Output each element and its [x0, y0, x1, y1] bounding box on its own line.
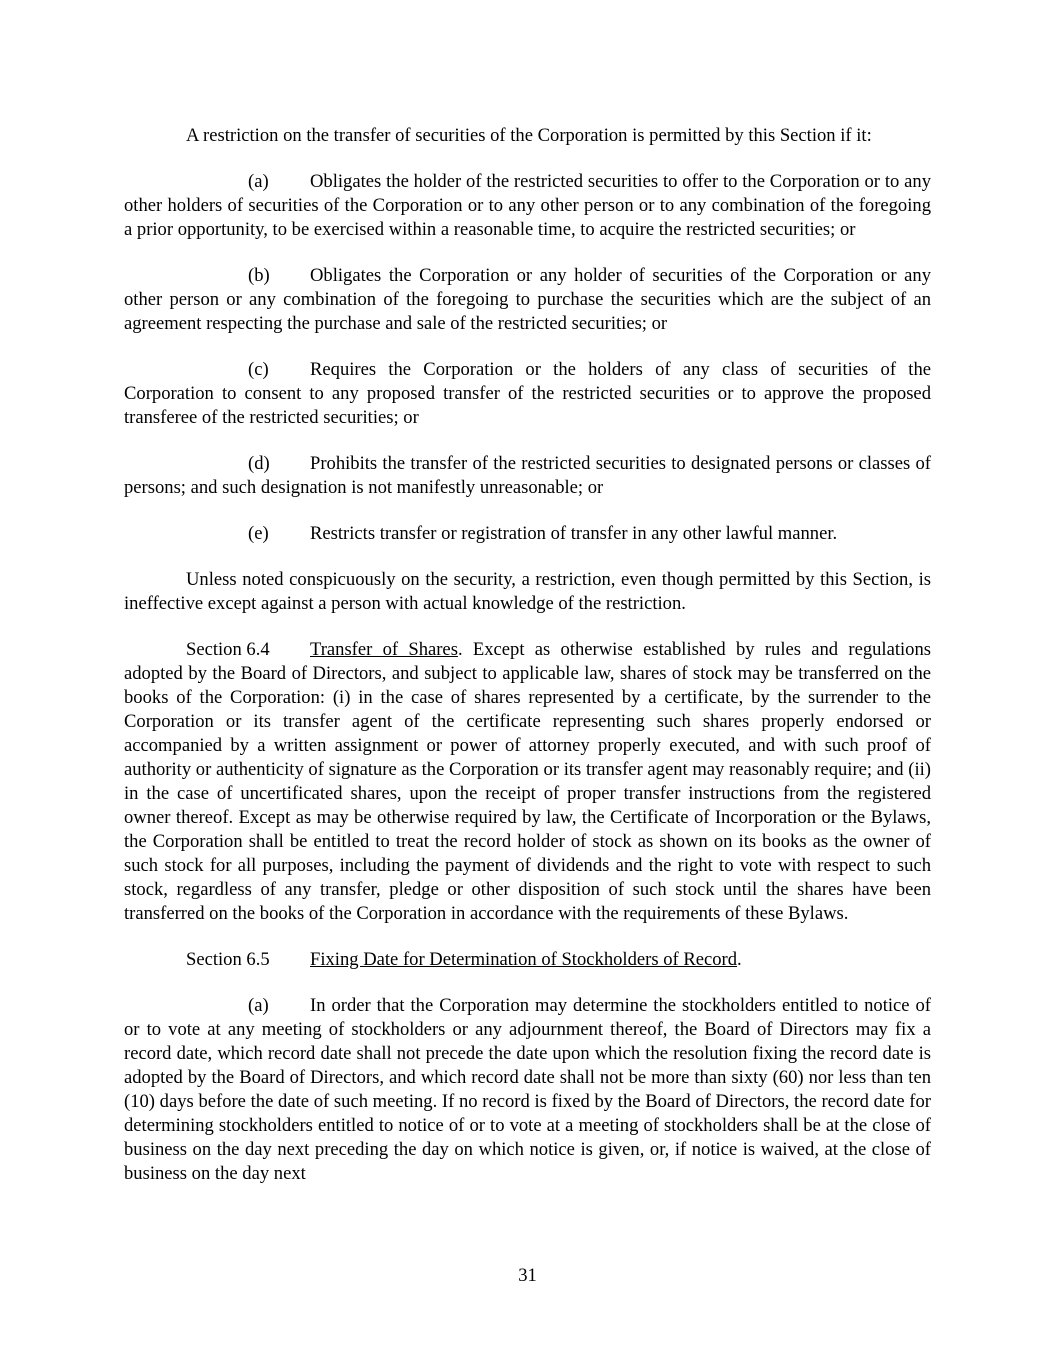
section-6-5-heading — [124, 948, 931, 972]
list-item-a — [124, 170, 931, 242]
list-item-label: (b) — [248, 265, 270, 286]
list-item-label: (d) — [248, 453, 270, 474]
list-item-b — [124, 264, 931, 336]
list-item-text: Obligates the holder of the restricted securities to offer to the Corporation or to any other holders of securities of the Corporation or to any other person or to any combination of the foregoing a prior opportunity, to be exercised within a reasonable time, to acquire the restricted securities; or — [124, 171, 931, 240]
section-number: Section 6.4 — [186, 639, 270, 660]
intro-paragraph: A restriction on the transfer of securities of the Corporation is permitted by this Section if it: — [186, 125, 872, 146]
list-item-text: Obligates the Corporation or any holder of securities of the Corporation or any other person or any combination of the foregoing to purchase the securities which are the subject of an agreement respecting the purchase and sale of the restricted securities; or — [124, 265, 931, 334]
section-number: Section 6.5 — [186, 949, 270, 970]
section-title: Fixing Date for Determination of Stockholders of Record — [310, 949, 738, 970]
list-item-label: (e) — [248, 523, 269, 544]
section-title-suffix: . — [737, 949, 742, 970]
list-item-text: Prohibits the transfer of the restricted securities to designated persons or classes of persons; and such designation is not manifestly unreasonable; or — [124, 453, 931, 498]
unless-paragraph: Unless noted conspicuously on the security, a restriction, even though permitted by this Section, is ineffective except against a person with actual knowledge of the restriction. — [124, 569, 931, 614]
section-6-5-sub-a — [124, 994, 931, 1186]
section-6-4-paragraph — [124, 638, 931, 926]
list-item-d — [124, 452, 931, 500]
page-number: 31 — [518, 1265, 537, 1286]
list-item-c — [124, 358, 931, 430]
list-item-text: In order that the Corporation may determine the stockholders entitled to notice of or to vote at any meeting of stockholders or any adjournment thereof, the Board of Directors may fix a record date, which record date shall not precede the date upon which the resolution fixing the record date is adopted by the Board of Directors, and which record date shall not be more than sixty (60) nor less than ten (10) days before the date of such meeting. If no record is fixed by the Board of Directors, the record date for determining stockholders entitled to notice of or to vote at a meeting of stockholders shall be at the close of business on the day next preceding the day on which notice is given, or, if notice is waived, at the close of business on the day next — [124, 995, 931, 1184]
document-page — [124, 124, 931, 1186]
list-item-label: (c) — [248, 359, 269, 380]
list-item-label: (a) — [248, 995, 269, 1016]
list-item-label: (a) — [248, 171, 269, 192]
list-item-e — [124, 522, 931, 546]
section-body: . Except as otherwise established by rules and regulations adopted by the Board of Directors, and subject to applicable law, shares of stock may be transferred on the books of the Corporation: (i) in the case of shares represented by a certificate, by the surrender to the Corporation or its transfer agent of the certificate representing such shares properly endorsed or accompanied by a written assignment or power of attorney properly executed, and with such proof of authority or authenticity of signature as the Corporation or its transfer agent may reasonably require; and (ii) in the case of uncertificated shares, upon the receipt of proper transfer instructions from the registered owner thereof. Except as may be otherwise required by law, the Certificate of Incorporation or the Bylaws, the Corporation shall be entitled to treat the record holder of stock as shown on its books as the owner of such stock for all purposes, including the payment of dividends and the right to vote with respect to such stock, regardless of any transfer, pledge or other disposition of such stock until the shares have been transferred on the books of the Corporation in accordance with the requirements of these Bylaws. — [124, 639, 931, 924]
section-title: Transfer of Shares — [310, 639, 458, 660]
list-item-text: Requires the Corporation or the holders of any class of securities of the Corporation to consent to any proposed transfer of the restricted securities or to approve the proposed transferee of the restricted securities; or — [124, 359, 931, 428]
list-item-text: Restricts transfer or registration of transfer in any other lawful manner. — [310, 523, 838, 544]
